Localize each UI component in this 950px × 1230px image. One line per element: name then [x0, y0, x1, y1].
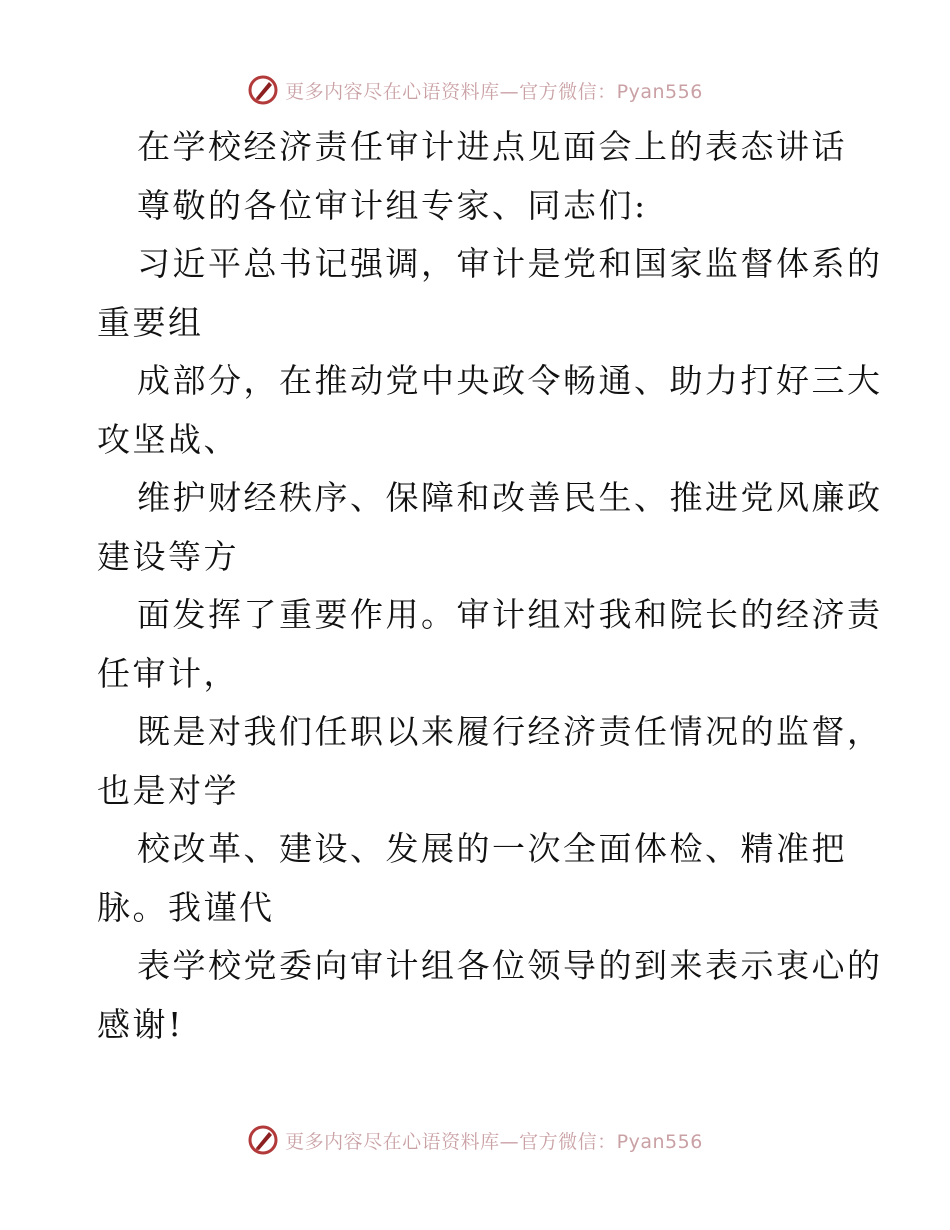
paragraph-line: 维护财经秩序、保障和改善民生、推进党风廉政	[137, 478, 883, 517]
paragraph-line: 既是对我们任职以来履行经济责任情况的监督，	[137, 712, 883, 751]
paragraph-line: 也是对学	[97, 770, 239, 810]
paragraph-line: 习近平总书记强调，审计是党和国家监督体系的	[137, 244, 883, 283]
footer-banner	[0, 1120, 950, 1160]
paragraph-line: 感谢!	[97, 1004, 184, 1044]
paragraph-line: 建设等方	[97, 536, 239, 576]
footer-banner-inner	[247, 1124, 703, 1156]
footer-banner-text: 更多内容尽在心语资料库—官方微信：Pyan556	[285, 1130, 703, 1153]
paragraph-line: 面发挥了重要作用。审计组对我和院长的经济责	[137, 595, 883, 634]
pen-logo-icon	[247, 74, 279, 106]
paragraph-line: 成部分，在推动党中央政令畅通、助力打好三大	[137, 361, 883, 400]
header-banner-text: 更多内容尽在心语资料库—官方微信：Pyan556	[285, 80, 703, 103]
document-title-line: 在学校经济责任审计进点见面会上的表态讲话	[137, 127, 847, 166]
header-banner	[0, 70, 950, 110]
header-banner-inner	[247, 74, 703, 106]
document-body	[97, 118, 883, 1054]
pen-logo-icon	[247, 1124, 279, 1156]
paragraph-line: 校改革、建设、发展的一次全面体检、精准把	[137, 829, 847, 868]
paragraph-line: 任审计，	[97, 653, 239, 693]
paragraph-line: 表学校党委向审计组各位领导的到来表示衷心的	[137, 946, 883, 985]
paragraph-line: 攻坚战、	[97, 419, 239, 459]
paragraph-line: 重要组	[97, 302, 204, 342]
salutation-line: 尊敬的各位审计组专家、同志们:	[137, 185, 648, 225]
paragraph-line: 脉。我谨代	[97, 887, 275, 927]
